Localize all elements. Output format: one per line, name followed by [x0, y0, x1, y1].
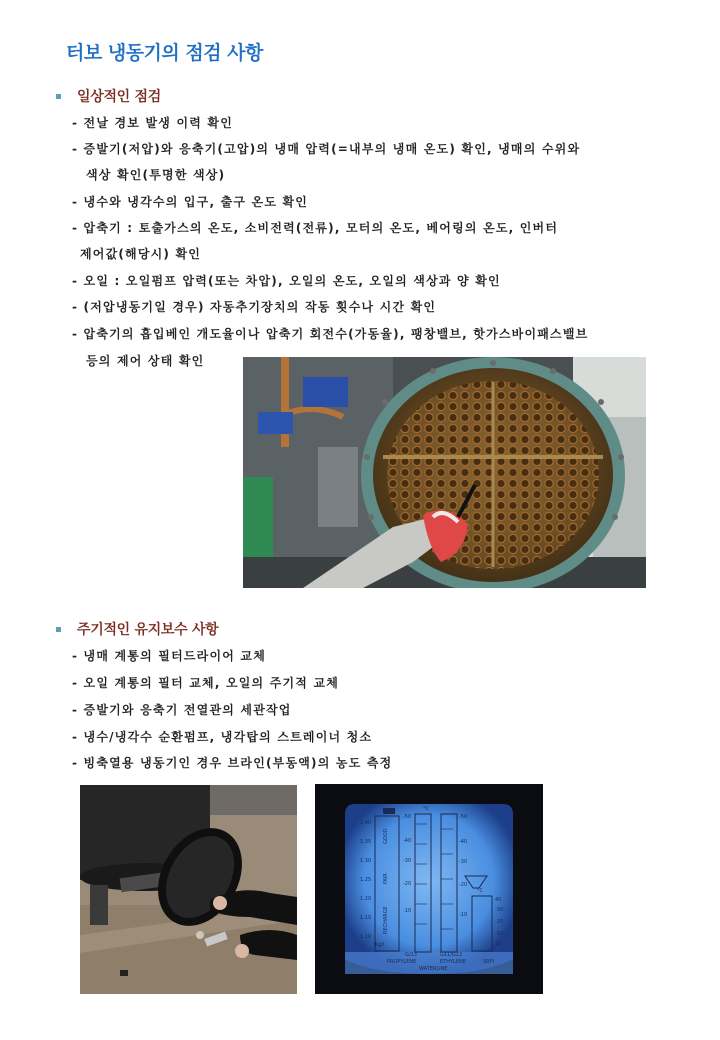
scale-tick-label: -20: [495, 919, 504, 925]
scale-tick-label: -40: [459, 839, 468, 845]
list-item: - 빙축열용 냉동기인 경우 브라인(부동액)의 농도 측정: [72, 756, 393, 770]
scale-tick-label: -50: [403, 814, 412, 820]
degree-label: °C: [423, 806, 429, 812]
unit-label: Kg/l: [375, 942, 385, 948]
fluid-label: G11/G12: [440, 952, 463, 958]
scale-tick-label: -10: [403, 908, 412, 914]
scale-tick-label: 40: [495, 897, 502, 903]
scale-tick-label: 1.25: [360, 877, 372, 883]
vertical-scale-label: RECHARGE: [383, 906, 389, 934]
list-item: - 증발기와 응축기 전열관의 세관작업: [72, 703, 292, 717]
square-bullet-icon: [56, 94, 61, 99]
scale-tick-label: 1.40: [360, 820, 372, 826]
section-title: 일상적인 점검: [77, 89, 161, 105]
list-item-continuation: 제어값(해당시) 확인: [80, 247, 202, 261]
fluid-label: ETHYLENE: [440, 959, 466, 965]
condenser-tube-sheet-photo: [243, 357, 646, 588]
scale-tick-label: -20: [403, 881, 412, 887]
degree-label: °C: [477, 888, 483, 894]
scale-tick-label: 1.10: [360, 934, 372, 940]
list-item: - 증발기(저압)와 응축기(고압)의 냉매 압력(=내부의 냉매 온도) 확인, 냉매의 수위와: [72, 142, 581, 156]
section-daily-heading: [56, 86, 161, 106]
list-item-continuation: 색상 확인(투명한 색상): [86, 168, 226, 182]
scale-tick-label: -30: [459, 859, 468, 865]
scale-tick-label: -20: [459, 882, 468, 888]
scale-tick-label: -30: [403, 858, 412, 864]
filter-replacement-photo: [80, 785, 297, 994]
list-item: - 압축기의 흡입베인 개도율이나 압축기 회전수(가동율), 팽창밸브, 핫가스바이패스밸브: [72, 327, 589, 341]
list-item: - (저압냉동기일 경우) 자동추기장치의 작동 횟수나 시간 확인: [72, 300, 437, 314]
scale-tick-label: 1.30: [360, 858, 372, 864]
list-item-continuation: 등의 제어 상태 확인: [86, 354, 205, 368]
list-item: - 압축기 : 토출가스의 온도, 소비전력(전류), 모터의 온도, 베어링의 온도, 인버터: [72, 221, 559, 235]
square-bullet-icon: [56, 627, 61, 632]
section-title: 주기적인 유지보수 사항: [77, 622, 219, 638]
scale-tick-label: 10: [495, 941, 502, 947]
fluid-label: G/13: [405, 952, 417, 958]
scale-tick-label: 1.15: [360, 915, 372, 921]
list-item: - 냉매 계통의 필터드라이어 교체: [72, 649, 266, 663]
list-item: - 오일 계통의 필터 교체, 오일의 주기적 교체: [72, 676, 340, 690]
refractometer-photo: [315, 784, 543, 994]
list-item: - 냉수/냉각수 순환펌프, 냉각탑의 스트레이너 청소: [72, 730, 373, 744]
scale-tick-label: -40: [403, 838, 412, 844]
refractometer-readings: [315, 784, 543, 994]
section-periodic-heading: [56, 619, 218, 639]
list-item: - 오일 : 오일펌프 압력(또는 차압), 오일의 온도, 오일의 색상과 양 확인: [72, 274, 501, 288]
fluid-label: WATERLINE: [419, 966, 448, 972]
page-title: 터보 냉동기의 점검 사항: [66, 42, 263, 64]
list-item: - 냉수와 냉각수의 입구, 출구 온도 확인: [72, 195, 309, 209]
scale-tick-label: 1.35: [360, 839, 372, 845]
scale-tick-label: 1.20: [360, 896, 372, 902]
scale-tick-label: -50: [459, 814, 468, 820]
scale-tick-label: -10: [459, 912, 468, 918]
list-item: - 전날 경보 발생 이력 확인: [72, 116, 233, 130]
scale-tick-label: -30: [495, 907, 504, 913]
vertical-scale-label: FAIR: [383, 873, 389, 884]
scale-tick-label: -10: [495, 931, 504, 937]
vertical-scale-label: GOOD: [383, 828, 389, 844]
fluid-label: SRFI: [483, 959, 494, 965]
fluid-label: PROPYLENE: [387, 959, 417, 965]
